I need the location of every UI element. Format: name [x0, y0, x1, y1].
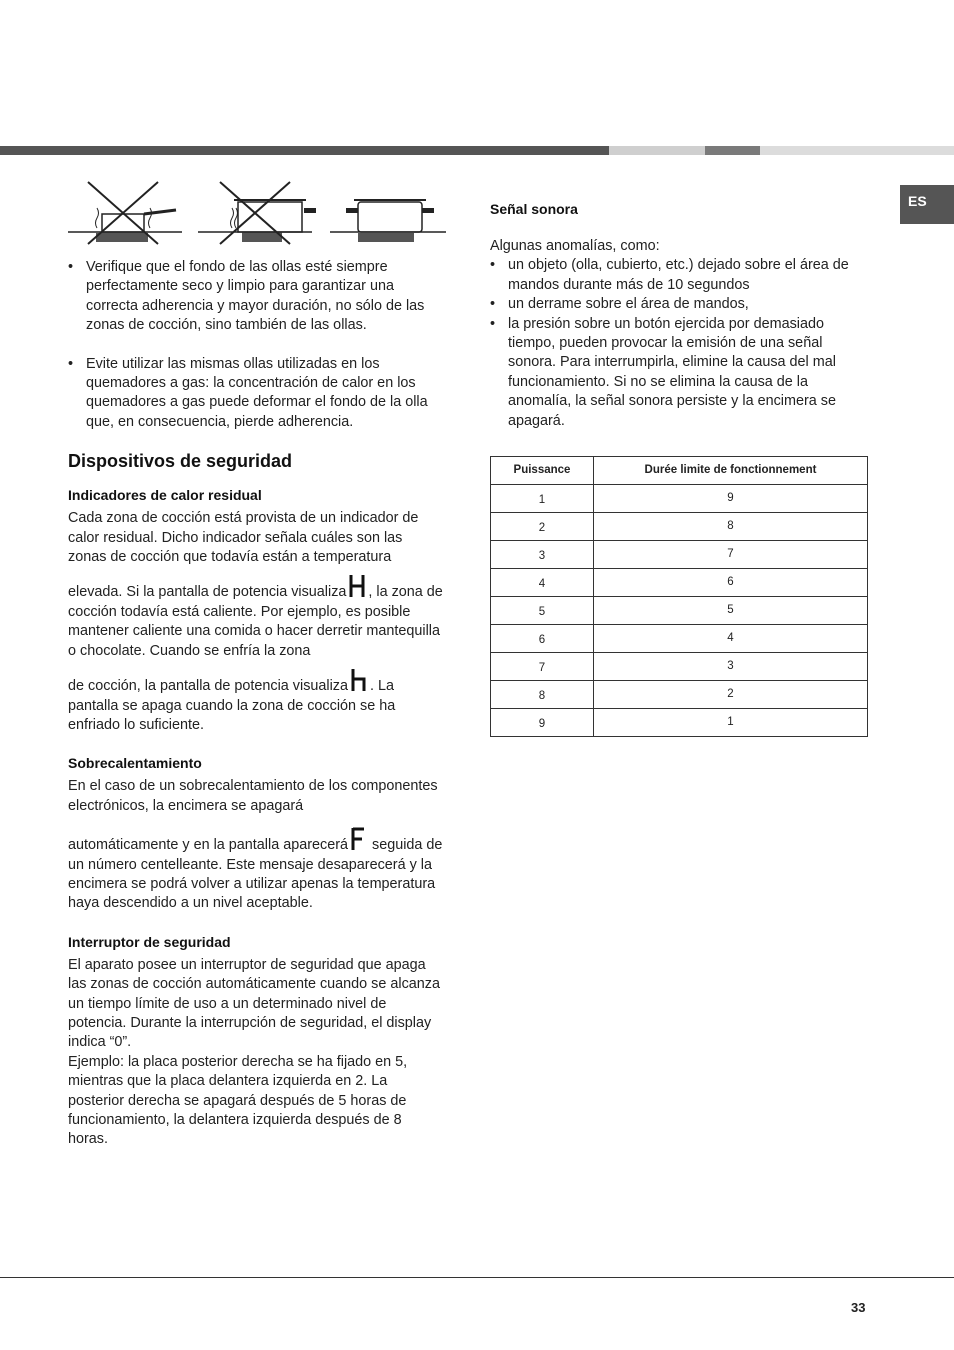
cell-power: 7	[491, 653, 594, 681]
header-bar-end	[760, 146, 954, 155]
bullet-dot: •	[490, 296, 496, 313]
overheat-text-2	[68, 827, 444, 914]
cell-power: 1	[491, 485, 594, 513]
subheading-signal: Señal sonora	[490, 201, 578, 217]
table-row	[491, 513, 868, 541]
header-bar-mid	[705, 146, 760, 155]
switch-text-1: El aparato posee un interruptor de seguridad que apaga las zonas de cocción automáticamente cuando se alcanza un tiempo límite de uso a un determinado nivel de potencia. Durante la interrupción de seguridad, el display indica “0”.	[68, 956, 440, 1051]
table-row	[491, 541, 868, 569]
table-row	[491, 681, 868, 709]
list-item	[490, 295, 868, 314]
power-time-table	[490, 456, 868, 737]
bullet-text: la presión sobre un botón ejercida por demasiado tiempo, pueden provocar la emisión de una señal sonora. Para interrumpirla, elimine la causa del mal funcionamiento. Si no se elimina la causa de la anomalía, la señal sonora persiste y la encimera se apagará.	[508, 315, 836, 429]
cell-duration: 5	[594, 597, 868, 625]
header-bar	[0, 146, 954, 155]
page-number: 33	[851, 1300, 866, 1315]
cell-power: 4	[491, 569, 594, 597]
cell-power: 5	[491, 597, 594, 625]
bullet-dot: •	[490, 315, 496, 332]
pot-correct-icon	[330, 200, 446, 242]
list-item	[490, 315, 868, 431]
bullet-text: Evite utilizar las mismas ollas utilizadas en los quemadores a gas: la concentración de calor en los quemadores a gas puede deformar el fondo de la olla que, en consecuencia, pierde adherencia.	[86, 355, 428, 430]
cell-duration: 7	[594, 541, 868, 569]
cell-duration: 1	[594, 709, 868, 737]
display-h-icon	[350, 668, 368, 692]
subheading-overheat: Sobrecalentamiento	[68, 755, 202, 772]
residual-text-2a: elevada. Si la pantalla de potencia visualiza	[68, 584, 347, 601]
bullet-text: un objeto (olla, cubierto, etc.) dejado sobre el área de mandos durante más de 10 segundos	[508, 257, 849, 293]
cell-duration: 3	[594, 653, 868, 681]
cell-duration: 6	[594, 569, 868, 597]
bullet-dot: •	[490, 257, 496, 274]
header-bar-light	[609, 146, 705, 155]
cell-power: 9	[491, 709, 594, 737]
residual-text-1: Cada zona de cocción está provista de un indicador de calor residual. Dicho indicador señala cuáles son las zonas de cocción que todavía están a temperatura	[68, 510, 419, 566]
residual-text-2b: , la zona de cocción todavía está caliente. Por ejemplo, es posible mantener caliente una comida o hacer derretir mantequilla o chocolate. Cuando se enfría la zona	[68, 584, 443, 659]
overheat-text-1: En el caso de un sobrecalentamiento de los componentes electrónicos, la encimera se apagará	[68, 778, 438, 814]
table-row	[491, 569, 868, 597]
signal-intro: Algunas anomalías, como:	[490, 238, 660, 254]
pot-overhanging-crossed-icon	[198, 182, 316, 244]
list-item	[68, 355, 444, 433]
pot-too-small-crossed-icon	[68, 182, 182, 244]
overheat-text-2a: automáticamente y en la pantalla aparecerá	[68, 837, 348, 854]
bullet-text: un derrame sobre el área de mandos,	[508, 296, 749, 313]
table-header-row	[491, 457, 868, 485]
right-column	[490, 200, 868, 737]
cell-power: 8	[491, 681, 594, 709]
subheading-residual: Indicadores de calor residual	[68, 487, 262, 504]
header-power: Puissance	[491, 457, 594, 485]
cell-duration: 8	[594, 513, 868, 541]
overheat-text-2b: seguida de un número centelleante. Este mensaje desaparecerá y la encimera se podrá volver a utilizar apenas la temperatura haya descendido a un nivel aceptable.	[68, 837, 443, 912]
subheading-switch: Interruptor de seguridad	[68, 933, 231, 950]
section-title: Dispositivos de seguridad	[68, 451, 293, 472]
display-H-icon	[348, 574, 366, 598]
list-item	[490, 256, 868, 295]
cell-power: 2	[491, 513, 594, 541]
residual-text-2	[68, 574, 444, 661]
header-duration: Durée limite de fonctionnement	[594, 457, 868, 485]
cell-duration: 2	[594, 681, 868, 709]
table-row	[491, 625, 868, 653]
table-row	[491, 653, 868, 681]
table-row	[491, 597, 868, 625]
table-row	[491, 709, 868, 737]
cell-duration: 4	[594, 625, 868, 653]
residual-text-3b: . La pantalla se apaga cuando la zona de cocción se ha enfriado lo suficiente.	[68, 678, 396, 733]
residual-text-3	[68, 668, 444, 735]
language-tab: ES	[900, 185, 954, 224]
table-row	[491, 485, 868, 513]
bullet-text: Verifique que el fondo de las ollas esté siempre perfectamente seco y limpio para garantizar una correcta adherencia y mayor duración, no sólo de las zonas de cocción, sino también de las ollas.	[86, 259, 425, 334]
pots-illustration	[66, 180, 448, 246]
list-item	[68, 258, 444, 336]
cell-power: 3	[491, 541, 594, 569]
switch-text-2: Ejemplo: la placa posterior derecha se ha fijado en 5, mientras que la placa delantera izquierda en 2. La posterior derecha se apagará después de 5 horas de funcionamiento, la delantera izquierda después de 8 horas.	[68, 1053, 408, 1148]
residual-text-3a: de cocción, la pantalla de potencia visualiza	[68, 678, 348, 695]
footer-rule	[0, 1277, 954, 1278]
cell-power: 6	[491, 625, 594, 653]
cell-duration: 9	[594, 485, 868, 513]
bullet-dot: •	[68, 259, 74, 275]
display-F-icon	[350, 827, 366, 851]
left-column	[68, 258, 444, 1150]
bullet-dot: •	[68, 355, 74, 372]
header-bar-dark	[0, 146, 609, 155]
